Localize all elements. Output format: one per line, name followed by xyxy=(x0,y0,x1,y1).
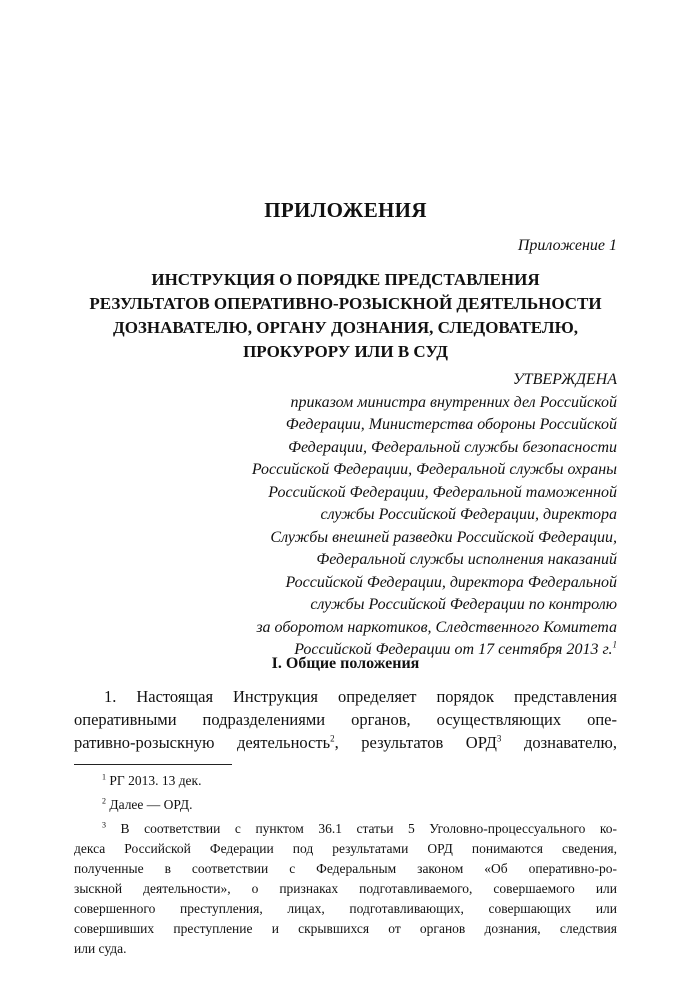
paragraph-line xyxy=(74,731,617,754)
paragraph-text: , результатов ОРД xyxy=(334,733,497,752)
footnote-reference: 2 xyxy=(330,733,335,744)
approval-line: приказом министра внутренних дел Российской xyxy=(290,393,617,411)
footnote-line: декса Российской Федерации под результатами ОРД понимаются сведения, xyxy=(74,841,617,856)
document-title-line: ДОЗНАВАТЕЛЮ, ОРГАНУ ДОЗНАНИЯ, СЛЕДОВАТЕЛЮ, xyxy=(113,318,578,337)
paragraph-text: дознавателю, xyxy=(501,733,617,752)
body-paragraph xyxy=(74,685,617,754)
footnote-line: совершивших преступление и скрывшихся от органов дознания, следствия xyxy=(74,921,617,936)
approval-line: службы Российской Федерации, директора xyxy=(320,506,617,523)
appendix-label: Приложение 1 xyxy=(517,237,617,254)
document-title-line: РЕЗУЛЬТАТОВ ОПЕРАТИВНО-РОЗЫСКНОЙ ДЕЯТЕЛЬНОСТИ xyxy=(89,294,602,313)
document-title-line: ПРОКУРОРУ ИЛИ В СУД xyxy=(243,342,448,361)
footnote-3 xyxy=(74,819,617,959)
approval-line: Федеральной службы исполнения наказаний xyxy=(316,551,617,568)
footnote-divider xyxy=(74,764,232,765)
approval-line: Российской Федерации, Федеральной таможенной xyxy=(268,483,617,501)
subheading: I. Общие положения xyxy=(271,655,420,672)
footnote-text: В соответствии с пунктом 36.1 статьи 5 Уголовно-процессуального ко- xyxy=(120,821,618,836)
footnote-mark: 3 xyxy=(102,820,106,830)
approval-line: Федерации, Федеральной службы безопасности xyxy=(288,438,617,456)
approval-line-text: Российской Федерации от 17 сентября 2013 г. xyxy=(294,641,613,658)
footnote-line xyxy=(74,795,617,815)
footnote-text: Далее — ОРД. xyxy=(109,797,193,812)
paragraph-line: оперативными подразделениями органов, осуществляющих опе- xyxy=(74,710,617,729)
footnote-text: РГ 2013. 13 дек. xyxy=(109,773,202,788)
approval-line: службы Российской Федерации по контролю xyxy=(310,596,617,613)
footnote-1 xyxy=(74,771,617,791)
footnotes xyxy=(74,771,617,963)
approval-heading: УТВЕРЖДЕНА xyxy=(512,371,617,388)
document-title-line: ИНСТРУКЦИЯ О ПОРЯДКЕ ПРЕДСТАВЛЕНИЯ xyxy=(151,270,540,289)
footnote-mark: 2 xyxy=(102,796,106,806)
approval-line: за оборотом наркотиков, Следственного Комитета xyxy=(256,618,617,636)
approval-line: Федерации, Министерства обороны Российской xyxy=(285,416,617,433)
footnote-reference: 3 xyxy=(496,733,502,744)
approval-line: Российской Федерации, Федеральной службы охраны xyxy=(251,461,617,478)
section-title: ПРИЛОЖЕНИЯ xyxy=(264,198,427,222)
footnote-line: совершенного преступления, лицах, подготавливающих, совершающих или xyxy=(74,901,617,916)
footnote-mark: 1 xyxy=(102,772,106,782)
document-title xyxy=(74,268,617,364)
footnote-line: зыскной деятельности», о признаках подготавливаемого, совершаемого или xyxy=(74,881,617,896)
paragraph-text: ративно-розыскную деятельность xyxy=(74,733,331,752)
footnote-line xyxy=(74,819,617,839)
approval-line: Службы внешней разведки Российской Федерации, xyxy=(270,528,617,546)
footnote-line: или суда. xyxy=(74,941,127,956)
footnote-line xyxy=(74,771,617,791)
approval-block xyxy=(177,369,617,662)
paragraph-line: 1. Настоящая Инструкция определяет порядок представления xyxy=(104,687,617,706)
footnote-line: полученные в соответствии с Федеральным законом «Об оперативно-ро- xyxy=(74,861,617,876)
approval-line: Российской Федерации, директора Федеральной xyxy=(285,573,617,591)
footnote-reference: 1 xyxy=(612,639,617,650)
footnote-2 xyxy=(74,795,617,815)
